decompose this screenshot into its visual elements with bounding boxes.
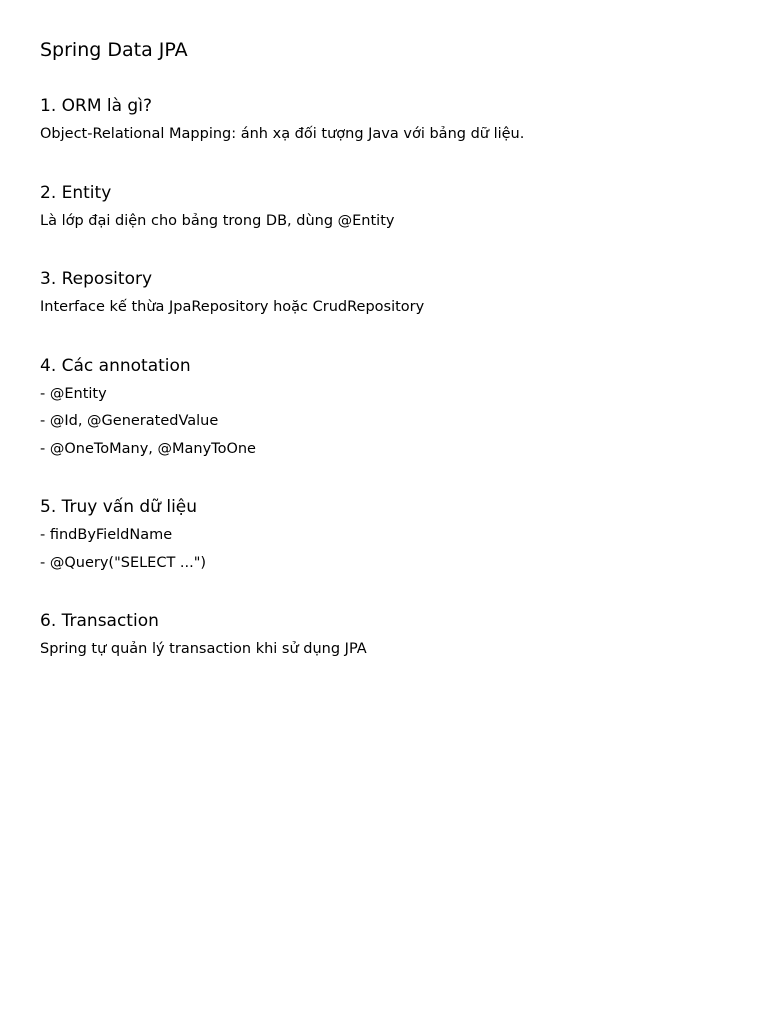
list-item: - @OneToMany, @ManyToOne [40,440,256,457]
list-item: - @Id, @GeneratedValue [40,413,219,429]
section-repository [40,268,730,322]
list-item: - @Entity [40,385,107,402]
document-title: Spring Data JPA [40,39,188,61]
section-transaction [40,610,730,664]
section-annotations [40,355,730,464]
section-heading: 3. Repository [40,269,153,289]
section-heading: 1. ORM là gì? [40,96,152,116]
section-heading: 4. Các annotation [40,355,191,376]
section-heading: 6. Transaction [40,611,159,631]
list-item: - findByFieldName [40,527,173,543]
section-text: Spring tự quản lý transaction khi sử dụng JPA [40,641,367,657]
list-item: - @Query("SELECT ...") [40,554,207,571]
section-heading: 5. Truy vấn dữ liệu [40,497,198,517]
section-text: Interface kế thừa JpaRepository hoặc CrudRepository [40,299,425,315]
section-entity [40,182,730,236]
section-text: Là lớp đại diện cho bảng trong DB, dùng @Entity [40,212,395,229]
document-page [40,38,730,664]
section-orm [40,95,730,149]
section-queries [40,496,730,577]
section-heading: 2. Entity [40,182,112,203]
section-text: Object-Relational Mapping: ánh xạ đối tượng Java với bảng dữ liệu. [40,126,525,142]
